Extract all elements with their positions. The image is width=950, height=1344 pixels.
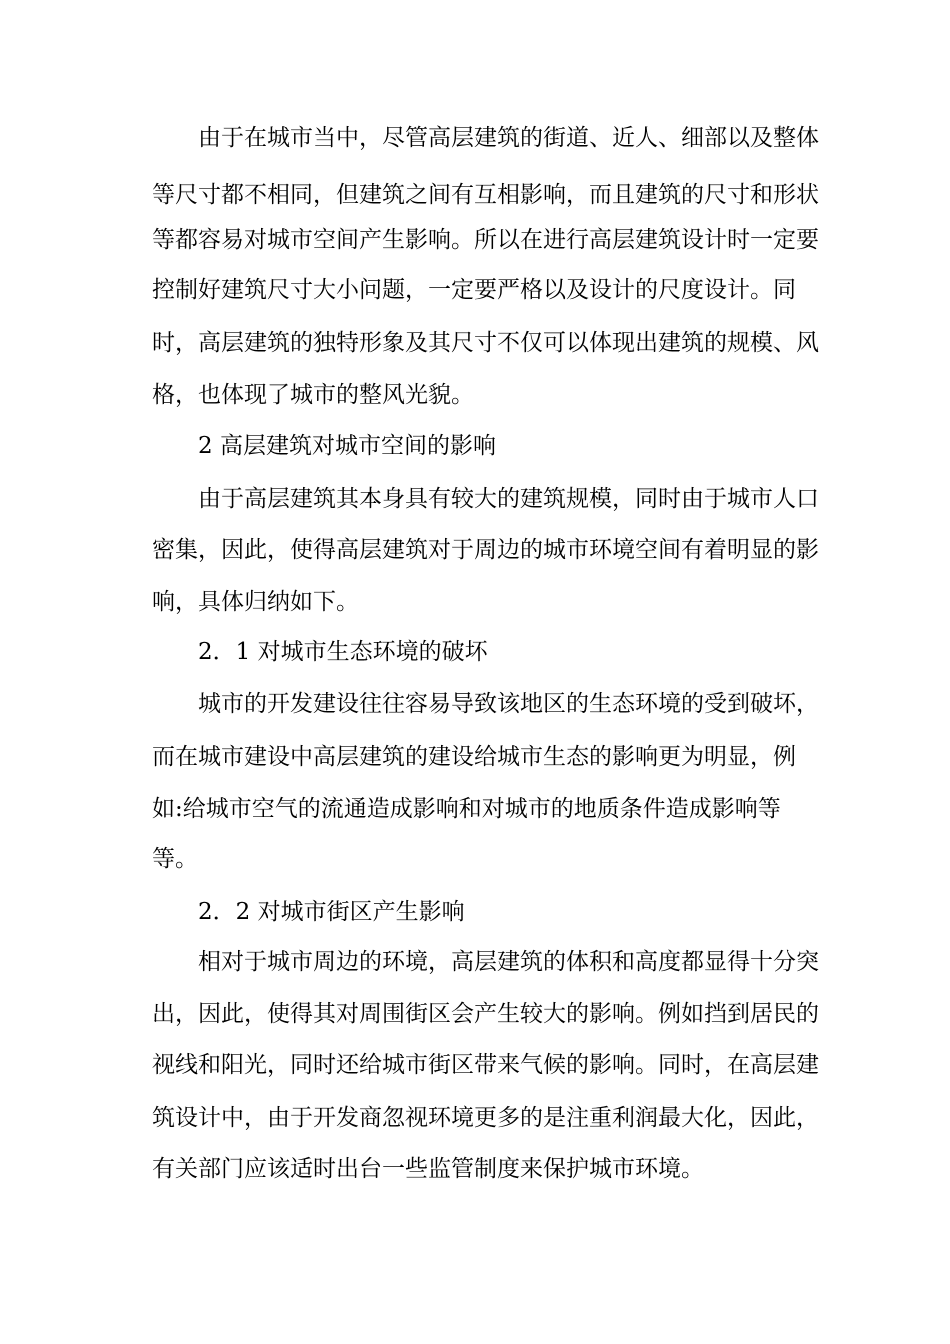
- paragraph-3-line-2: 而在城市建设中高层建筑的建设给城市生态的影响更为明显，例: [152, 744, 796, 770]
- section-heading-2: 2 高层建筑对城市空间的影响: [198, 433, 496, 459]
- paragraph-1-line-3: 等都容易对城市空间产生影响。所以在进行高层建筑设计时一定要: [152, 227, 819, 253]
- paragraph-3-line-1: 城市的开发建设往往容易导致该地区的生态环境的受到破坏，: [198, 691, 819, 717]
- paragraph-1-line-5: 时，高层建筑的独特形象及其尺寸不仅可以体现出建筑的规模、风: [152, 330, 819, 356]
- paragraph-4-line-5: 有关部门应该适时出台一些监管制度来保护城市环境。: [152, 1156, 704, 1182]
- paragraph-4-line-4: 筑设计中，由于开发商忽视环境更多的是注重利润最大化，因此，: [152, 1105, 819, 1131]
- paragraph-4-line-2: 出，因此，使得其对周围街区会产生较大的影响。例如挡到居民的: [152, 1001, 819, 1027]
- paragraph-2-line-1: 由于高层建筑其本身具有较大的建筑规模，同时由于城市人口: [198, 486, 819, 512]
- paragraph-1-line-6: 格，也体现了城市的整风光貌。: [152, 382, 474, 408]
- paragraph-3-line-3: 如:给城市空气的流通造成影响和对城市的地质条件造成影响等: [152, 796, 781, 822]
- section-heading-2-1: 2．1 对城市生态环境的破坏: [198, 639, 488, 665]
- paragraph-2-line-3: 响，具体归纳如下。: [152, 589, 359, 615]
- section-heading-2-2: 2．2 对城市街区产生影响: [198, 899, 465, 925]
- paragraph-2-line-2: 密集，因此，使得高层建筑对于周边的城市环境空间有着明显的影: [152, 537, 819, 563]
- paragraph-1-line-4: 控制好建筑尺寸大小问题，一定要严格以及设计的尺度设计。同: [152, 277, 796, 303]
- paragraph-4-line-1: 相对于城市周边的环境，高层建筑的体积和高度都显得十分突: [198, 949, 819, 975]
- paragraph-4-line-3: 视线和阳光，同时还给城市街区带来气候的影响。同时，在高层建: [152, 1052, 819, 1078]
- paragraph-1-line-1: 由于在城市当中，尽管高层建筑的街道、近人、细部以及整体: [198, 125, 819, 151]
- paragraph-3-line-4: 等。: [152, 846, 198, 872]
- paragraph-1-line-2: 等尺寸都不相同，但建筑之间有互相影响，而且建筑的尺寸和形状: [152, 182, 819, 208]
